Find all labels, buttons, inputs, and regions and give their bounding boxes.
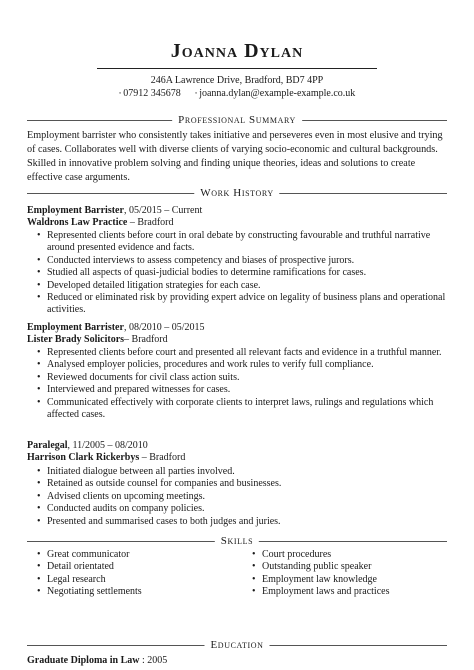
list-item: • Advised clients on upcoming meetings. [27, 491, 451, 503]
list-item: • Initiated dialogue between all parties involved. [27, 466, 451, 478]
summary-text: Employment barrister who consistently takes initiative and perseveres even in most elusive and trying of cases. Collaborates well with diverse clients of varying socio-economic and cultural backgrounds. Skilled in innovative problem solving and finding unique theories, ideas and solutions to create effective case arguments. [27, 130, 443, 183]
skill-item: • Employment laws and practices [242, 586, 389, 598]
contact-line [0, 88, 474, 99]
job-bullets [27, 230, 451, 317]
list-item: • Communicated effectively with corporate clients to interpret laws, rulings and regulations which affected cases. [27, 397, 451, 422]
employer-line [27, 217, 173, 229]
section-heading-work [27, 186, 447, 200]
section-heading-education [27, 638, 447, 652]
list-item: • Studied all aspects of quasi-judicial bodies to determine ramifications for cases. [27, 267, 451, 279]
email: joanna.dylan@example-example.co.uk [199, 88, 356, 99]
list-item: • Presented and summarised cases to both judges and juries. [27, 516, 451, 528]
education-entry [27, 655, 167, 667]
section-title: Skills [215, 534, 259, 548]
job-dates: , 08/2010 – 05/2015 [123, 322, 205, 333]
candidate-name: Joanna Dylan [170, 40, 304, 62]
phone: 07912 345678 [123, 88, 181, 99]
skill-item: • Legal research [27, 574, 142, 586]
section-title: Professional Summary [172, 113, 302, 127]
list-item: • Retained as outside counsel for companies and businesses. [27, 478, 451, 490]
bullet-icon: ◦ [118, 89, 122, 97]
skill-item: • Negotiating settlements [27, 586, 142, 598]
skill-item: • Court procedures [242, 549, 389, 561]
employer: Lister Brady Solicitors [27, 334, 125, 345]
job-location: – Bradford [124, 334, 168, 345]
list-item: • Developed detailed litigation strategies for each case. [27, 280, 451, 292]
job-title-line [27, 322, 205, 334]
section-title: Work History [194, 186, 279, 200]
address: 246A Lawrence Drive, Bradford, BD7 4PP [150, 75, 324, 86]
employer: Harrison Clark Rickerbys [27, 452, 140, 463]
skills-column-left [27, 549, 142, 599]
job-title-line [27, 440, 148, 452]
skills-column-right [242, 549, 389, 599]
degree: Graduate Diploma in Law [27, 655, 140, 666]
skill-item: • Outstanding public speaker [242, 561, 389, 573]
list-item: • Conducted interviews to assess competency and biases of prospective jurors. [27, 255, 451, 267]
job-title: Paralegal [27, 440, 68, 451]
skill-item: • Detail orientated [27, 561, 142, 573]
skill-item: • Great communicator [27, 549, 142, 561]
job-location: – Bradford [127, 217, 174, 228]
job-title: Employment Barrister [27, 205, 124, 216]
employer-line [27, 334, 168, 346]
job-dates: , 05/2015 – Current [123, 205, 203, 216]
bullet-icon: ◦ [194, 89, 198, 97]
list-item: • Represented clients before court in oral debate by constructing favourable and truthful narrative around presented evidence and facts. [27, 230, 451, 255]
list-item: • Reviewed documents for civil class action suits. [27, 372, 451, 384]
list-item: • Conducted audits on company policies. [27, 503, 451, 515]
section-heading-summary [27, 113, 447, 127]
employer: Waldrons Law Practice [27, 217, 128, 228]
list-item: • Interviewed and prepared witnesses for cases. [27, 384, 451, 396]
section-heading-skills [27, 534, 447, 548]
education-date: : 2005 [139, 655, 168, 666]
list-item: • Represented clients before court and presented all relevant facts and evidence in a truthful manner. [27, 347, 451, 359]
skill-item: • Employment law knowledge [242, 574, 389, 586]
job-title: Employment Barrister [27, 322, 124, 333]
section-title: Education [204, 638, 269, 652]
job-bullets [27, 466, 451, 528]
list-item: • Reduced or eliminated risk by providing expert advice on legality of business plans and operational activities. [27, 292, 451, 317]
header-divider [97, 68, 377, 69]
job-title-line [27, 205, 202, 217]
employer-line [27, 452, 185, 464]
job-bullets [27, 347, 451, 421]
list-item: • Analysed employer policies, procedures and work rules to verify full compliance. [27, 359, 451, 371]
job-location: – Bradford [141, 452, 186, 463]
job-dates: , 11/2005 – 08/2010 [67, 440, 148, 451]
